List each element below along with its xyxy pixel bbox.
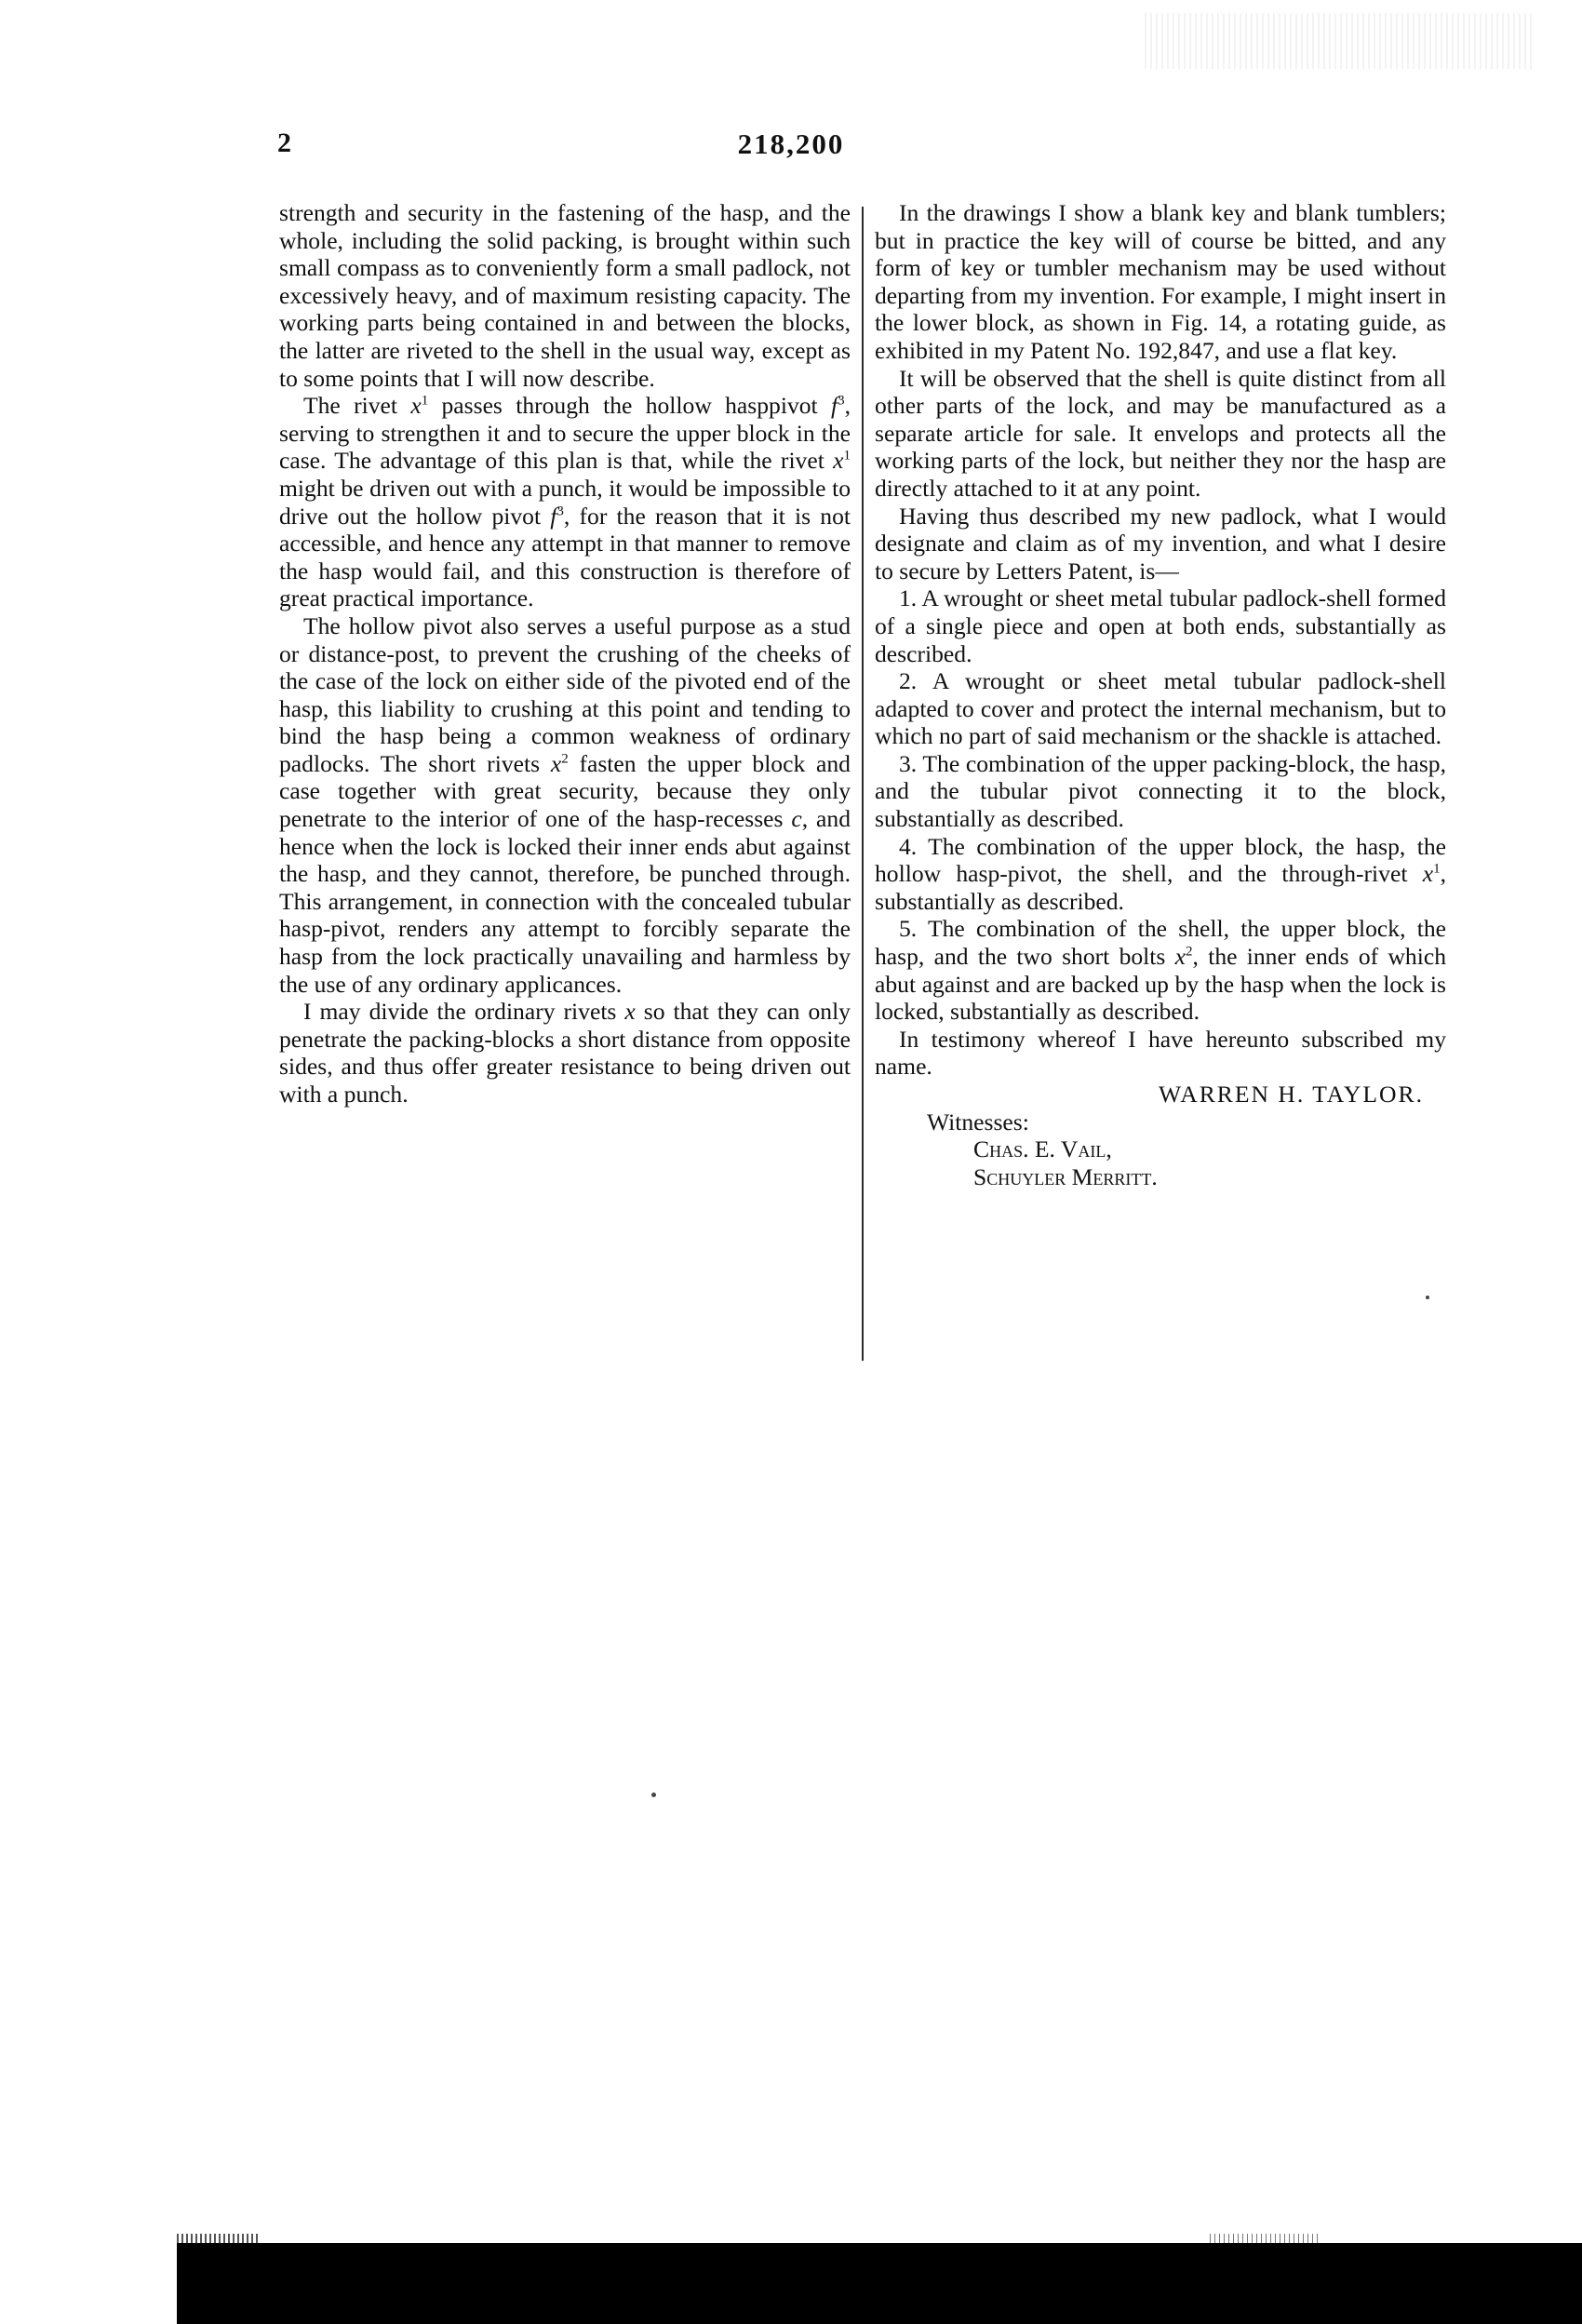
left-paragraph-3: The hollow pivot also serves a useful purpose as a stud or distance-post, to prevent the crushing of the cheeks of the case of the lock on either side of the pivoted end of the hasp, this liability to crushing at this point and tending to bind the hasp being a common weakness of ordinary padlocks. The short rivets $x^2$ fasten the upper block and case together with great security, because they only penetrate to the interior of one of the hasp-recesses c, and hence when the lock is locked their inner ends abut against the hasp, and they cannot, therefore, be punched through. This arrangement, in connection with the concealed tubular hasp-pivot, renders any attempt to forcibly separate the hasp from the lock practically unavailing and harmless by the use of any ordinary applicances. [279, 611, 851, 998]
claim-5: 5. The combination of the shell, the upper block, the hasp, and the two short bolts $x^2$, the inner ends of which abut against and are backed up by the hasp when the lock is locked, substantially as described. [875, 915, 1447, 1026]
right-paragraph-2: It will be observed that the shell is quite distinct from all other parts of the lock, and may be manufactured as a separate article for sale. It envelops and protects all the working parts of the lock, but neither they nor the hasp are directly attached to it at any point. [875, 364, 1446, 502]
left-paragraph-1: strength and security in the fastening of the hasp, and the whole, including the solid packing, is brought within such small compass as to conveniently form a small padlock, not excessively heavy, and of maximum resisting capacity. The working parts being contained in and between the blocks, the latter are riveted to the shell in the usual way, except as to some points that I will now describe. [279, 199, 851, 392]
column-divider [862, 207, 864, 1361]
right-paragraph-1: In the drawings I show a blank key and blank tumblers; but in practice the key will of course be bitted, and any form of key or tumbler mechanism may be used without departing from my invention. For example, I might insert in the lower block, as shown in Fig. 14, a rotating guide, as exhibited in my Patent No. 192,847, and use a flat key. [875, 199, 1446, 364]
scan-speck [651, 1793, 656, 1797]
left-paragraph-2: The rivet $x^1$ passes through the hollow hasppivot $f^3$, serving to strengthen it and to secure the upper block in the case. The advantage of this plan is that, while the rivet $x^1$ might be driven out with a punch, it would be impossible to drive out the hollow pivot $f^3$, for the reason that it is not accessible, and hence any attempt in that manner to remove the hasp would fail, and this construction is therefore of great practical importance. [279, 392, 851, 612]
claim-4: 4. The combination of the upper block, the hasp, the hollow hasp-pivot, the shell, and the through-rivet $x^1$, substantially as described. [875, 832, 1446, 915]
scan-speck [1426, 1296, 1429, 1299]
claim-3: 3. The combination of the upper packing-block, the hasp, and the tubular pivot connecting it to the block, substantially as described. [875, 749, 1446, 833]
witnesses-label: Witnesses: [927, 1108, 1029, 1135]
right-paragraph-3: Having thus described my new padlock, what I would designate and claim as of my invention, and what I desire to secure by Letters Patent, is— [875, 502, 1446, 584]
scan-border-bottom [177, 2243, 1582, 2324]
witness-1: Chas. E. Vail, [973, 1135, 1112, 1163]
claim-2: 2. A wrought or sheet metal tubular padlock-shell adapted to cover and protect the internal mechanism, but to which no part of said mechanism or the shackle is attached. [875, 667, 1446, 750]
left-column [279, 199, 851, 1108]
testimony: In testimony whereof I have hereunto subscribed my name. [875, 1025, 1446, 1081]
left-paragraph-4: I may divide the ordinary rivets x so that they can only penetrate the packing-blocks a short distance from opposite sides, and thus offer greater resistance to being driven out with a punch. [279, 998, 851, 1108]
right-column [875, 199, 1446, 1190]
inventor-signature: WARREN H. TAYLOR. [1158, 1081, 1424, 1108]
patent-number: 218,200 [737, 128, 845, 160]
page-number: 2 [277, 128, 291, 158]
witness-2: Schuyler Merritt. [973, 1162, 1158, 1190]
claim-1: 1. A wrought or sheet metal tubular padlock-shell formed of a single piece and open at both ends, substantially as described. [875, 584, 1446, 667]
scan-smudge [1145, 13, 1535, 69]
